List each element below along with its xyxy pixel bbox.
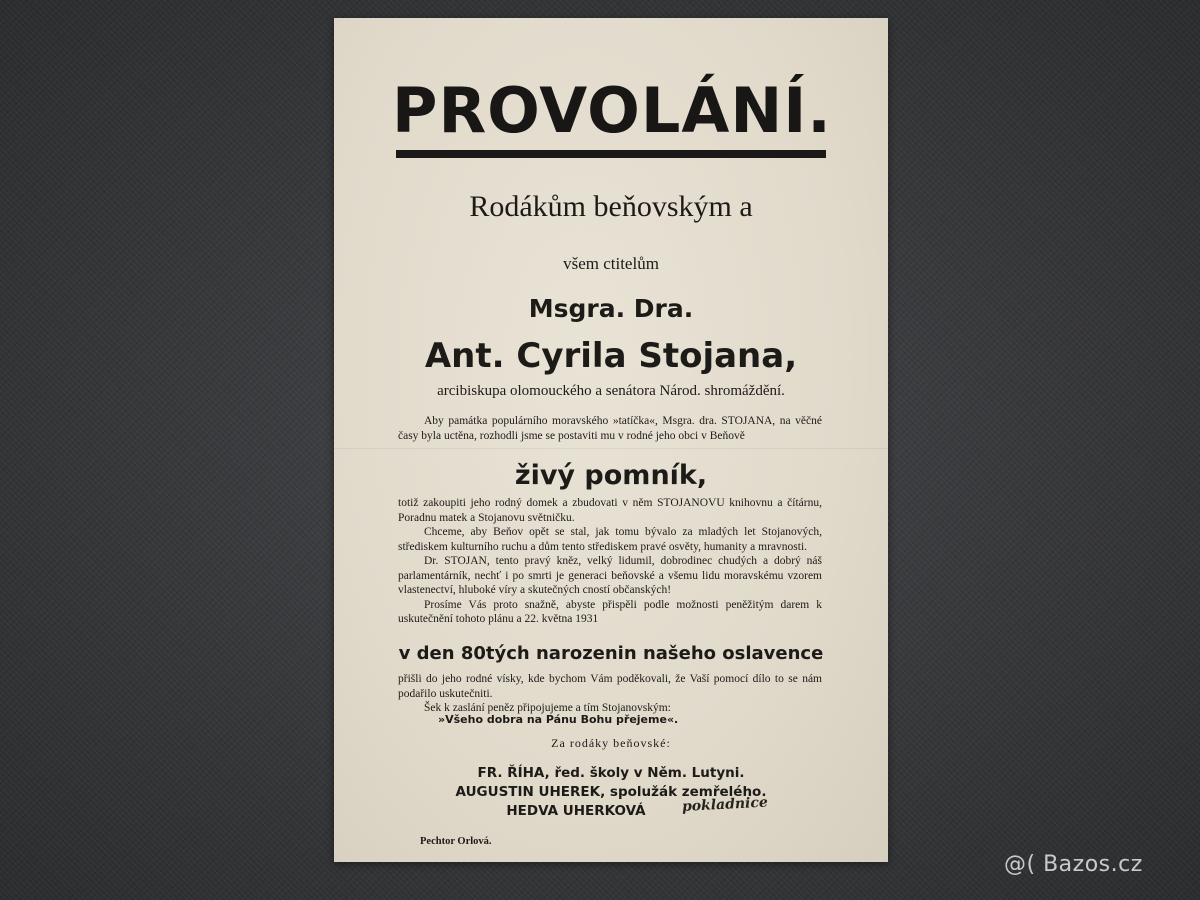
printer-imprint: Pechtor Orlová.	[420, 836, 492, 847]
address-line-1: Rodákům beňovským a	[469, 190, 753, 223]
proclamation-poster	[334, 18, 888, 862]
paragraph-text: Chceme, aby Beňov opět se stal, jak tomu bývalo za mladých let Stojanových, střediskem kulturního ruchu a dům tento střediskem pravé osvěty, humanity a mravnosti.	[398, 526, 822, 553]
paper-fold-crease	[334, 448, 888, 449]
title-underline-rule	[396, 150, 826, 158]
poster-title: PROVOLÁNÍ.	[392, 74, 832, 147]
paragraph-text: Aby památka populárního moravského »tatíčka«, Msgra. dra. STOJANA, na věčné časy byla uctěna, rozhodli jsme se postaviti mu v rodné jeho obci v Beňově	[398, 415, 822, 442]
on-behalf-line: Za rodáky beňovské:	[551, 736, 671, 750]
body-paragraphs	[398, 496, 822, 627]
paragraph-text: přišli do jeho rodné vísky, kde bychom Vám poděkovali, že Vaší pomocí dílo to se nám podařilo uskutečniti.	[398, 673, 822, 700]
paragraph-text: Šek k zaslání peněz připojujeme a tím Stojanovským:	[424, 702, 671, 714]
paragraph-text: Prosíme Vás proto snažně, abyste přispěli podle možnosti peněžitým darem k uskutečnění tohoto plánu a 22. května 1931	[398, 598, 822, 625]
bazos-watermark: @( Bazos.cz	[1004, 852, 1143, 877]
monument-heading: živý pomník,	[514, 460, 708, 491]
closing-paragraphs	[398, 672, 822, 716]
motto: »Všeho dobra na Pánu Bohu přejeme«.	[438, 713, 679, 726]
honoree-title: Msgra. Dra.	[528, 294, 694, 323]
paragraph-text: totiž zakoupiti jeho rodný domek a zbudovati v něm STOJANOVU knihovnu a čítárnu, Poradnu matek a Stojanovu světničku.	[398, 497, 822, 524]
birthday-heading: v den 80tých narozenin našeho oslavence	[398, 643, 824, 664]
paragraph-text: Dr. STOJAN, tento pravý kněz, velký lidumil, dobrodinec chudých a dobrý náš parlamentárník, nechť i po smrti je generaci beňovské a všemu lidu moravskému vzorem vlastenectví, hluboké víry a skutečných cností občanských!	[398, 555, 822, 596]
intro-paragraph	[398, 414, 822, 443]
honoree-role: arcibiskupa olomouckého a senátora Národ. shromáždění.	[437, 383, 785, 399]
signatory-3	[334, 802, 888, 821]
address-line-2: všem ctitelům	[563, 254, 659, 273]
honoree-name: Ant. Cyrila Stojana,	[424, 336, 798, 376]
signatory-1: FR. ŘÍHA, řed. školy v Něm. Lutyni.	[477, 765, 745, 781]
handwritten-note: pokladnice	[681, 794, 769, 815]
signatory-3-name: HEDVA UHERKOVÁ	[506, 803, 646, 819]
signatory-2: AUGUSTIN UHEREK, spolužák zemřelého.	[455, 784, 767, 800]
